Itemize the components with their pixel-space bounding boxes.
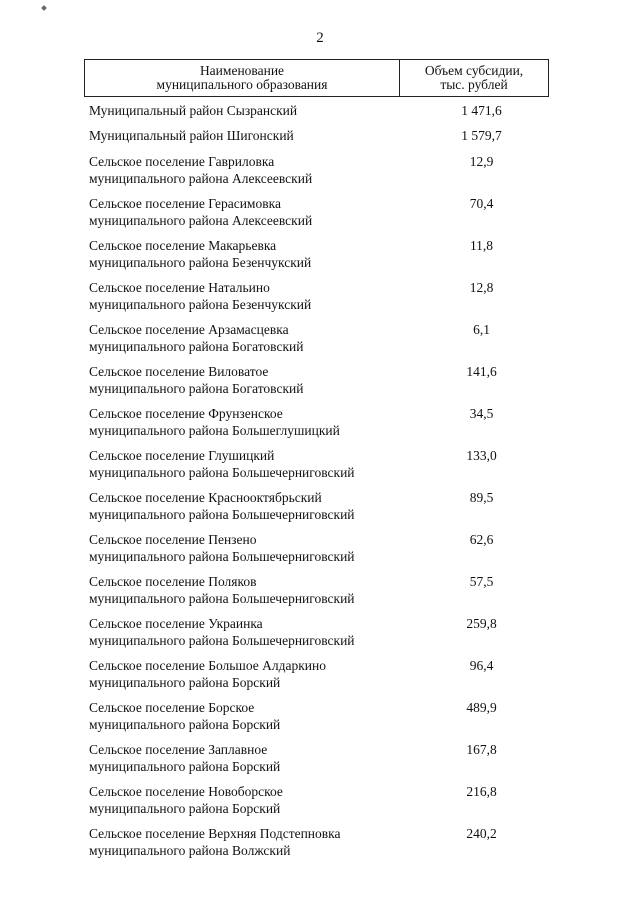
scan-speck (41, 5, 47, 11)
subsidy-amount: 6,1 (473, 322, 490, 337)
municipality-name: Сельское поселение Фрунзенское муниципального района Большеглушицкий (89, 406, 340, 438)
header-subsidy-amount-label: Объем субсидии, тыс. рублей (424, 63, 524, 92)
subsidy-amount: 70,4 (469, 196, 494, 211)
subsidy-amount: 11,8 (469, 238, 494, 253)
subsidy-amount: 96,4 (469, 658, 494, 673)
subsidy-amount: 57,5 (469, 574, 494, 589)
municipality-name: Сельское поселение Поляков муниципального района Большечерниговский (89, 574, 355, 606)
municipality-name: Муниципальный район Шигонский (89, 128, 294, 143)
subsidy-amount: 489,9 (466, 700, 497, 715)
subsidy-amount: 133,0 (466, 448, 497, 463)
municipality-name: Сельское поселение Герасимовка муниципального района Алексеевский (89, 196, 313, 228)
table-header (84, 59, 549, 97)
municipality-name: Сельское поселение Арзамасцевка муниципального района Богатовский (89, 322, 304, 354)
subsidy-amount: 216,8 (466, 784, 497, 799)
municipality-name: Сельское поселение Пензено муниципального района Большечерниговский (89, 532, 355, 564)
municipality-name: Сельское поселение Глушицкий муниципального района Большечерниговский (89, 448, 355, 480)
municipality-name: Сельское поселение Украинка муниципального района Большечерниговский (89, 616, 355, 648)
subsidy-amount: 34,5 (469, 406, 494, 421)
subsidy-amount: 1 579,7 (461, 128, 502, 143)
subsidy-amount: 167,8 (466, 742, 497, 757)
municipality-name: Сельское поселение Верхняя Подстепновка муниципального района Волжский (89, 826, 341, 858)
municipality-name: Муниципальный район Сызранский (89, 103, 298, 118)
municipality-name: Сельское поселение Макарьевка муниципального района Безенчукский (89, 238, 312, 270)
page-number: 2 (316, 30, 324, 46)
subsidy-amount: 12,8 (469, 280, 494, 295)
subsidy-amount: 141,6 (466, 364, 497, 379)
header-subsidy-amount (400, 60, 548, 96)
subsidy-amount: 12,9 (469, 154, 494, 169)
municipality-name: Сельское поселение Гавриловка муниципального района Алексеевский (89, 154, 313, 186)
subsidy-table (84, 59, 549, 858)
subsidy-amount: 62,6 (469, 532, 494, 547)
municipality-name: Сельское поселение Новоборское муниципального района Борский (89, 784, 283, 816)
municipality-name: Сельское поселение Краснооктябрьский муниципального района Большечерниговский (89, 490, 355, 522)
municipality-name: Сельское поселение Борское муниципального района Борский (89, 700, 281, 732)
header-municipality-label: Наименование муниципального образования (156, 63, 328, 92)
municipality-name: Сельское поселение Виловатое муниципального района Богатовский (89, 364, 304, 396)
municipality-name: Сельское поселение Натальино муниципального района Безенчукский (89, 280, 312, 312)
municipality-name: Сельское поселение Большое Алдаркино муниципального района Борский (89, 658, 326, 690)
subsidy-amount: 259,8 (466, 616, 497, 631)
header-municipality (85, 60, 400, 96)
subsidy-amount: 1 471,6 (461, 103, 502, 118)
municipality-name: Сельское поселение Заплавное муниципального района Борский (89, 742, 281, 774)
subsidy-amount: 89,5 (469, 490, 494, 505)
subsidy-amount: 240,2 (466, 826, 497, 841)
